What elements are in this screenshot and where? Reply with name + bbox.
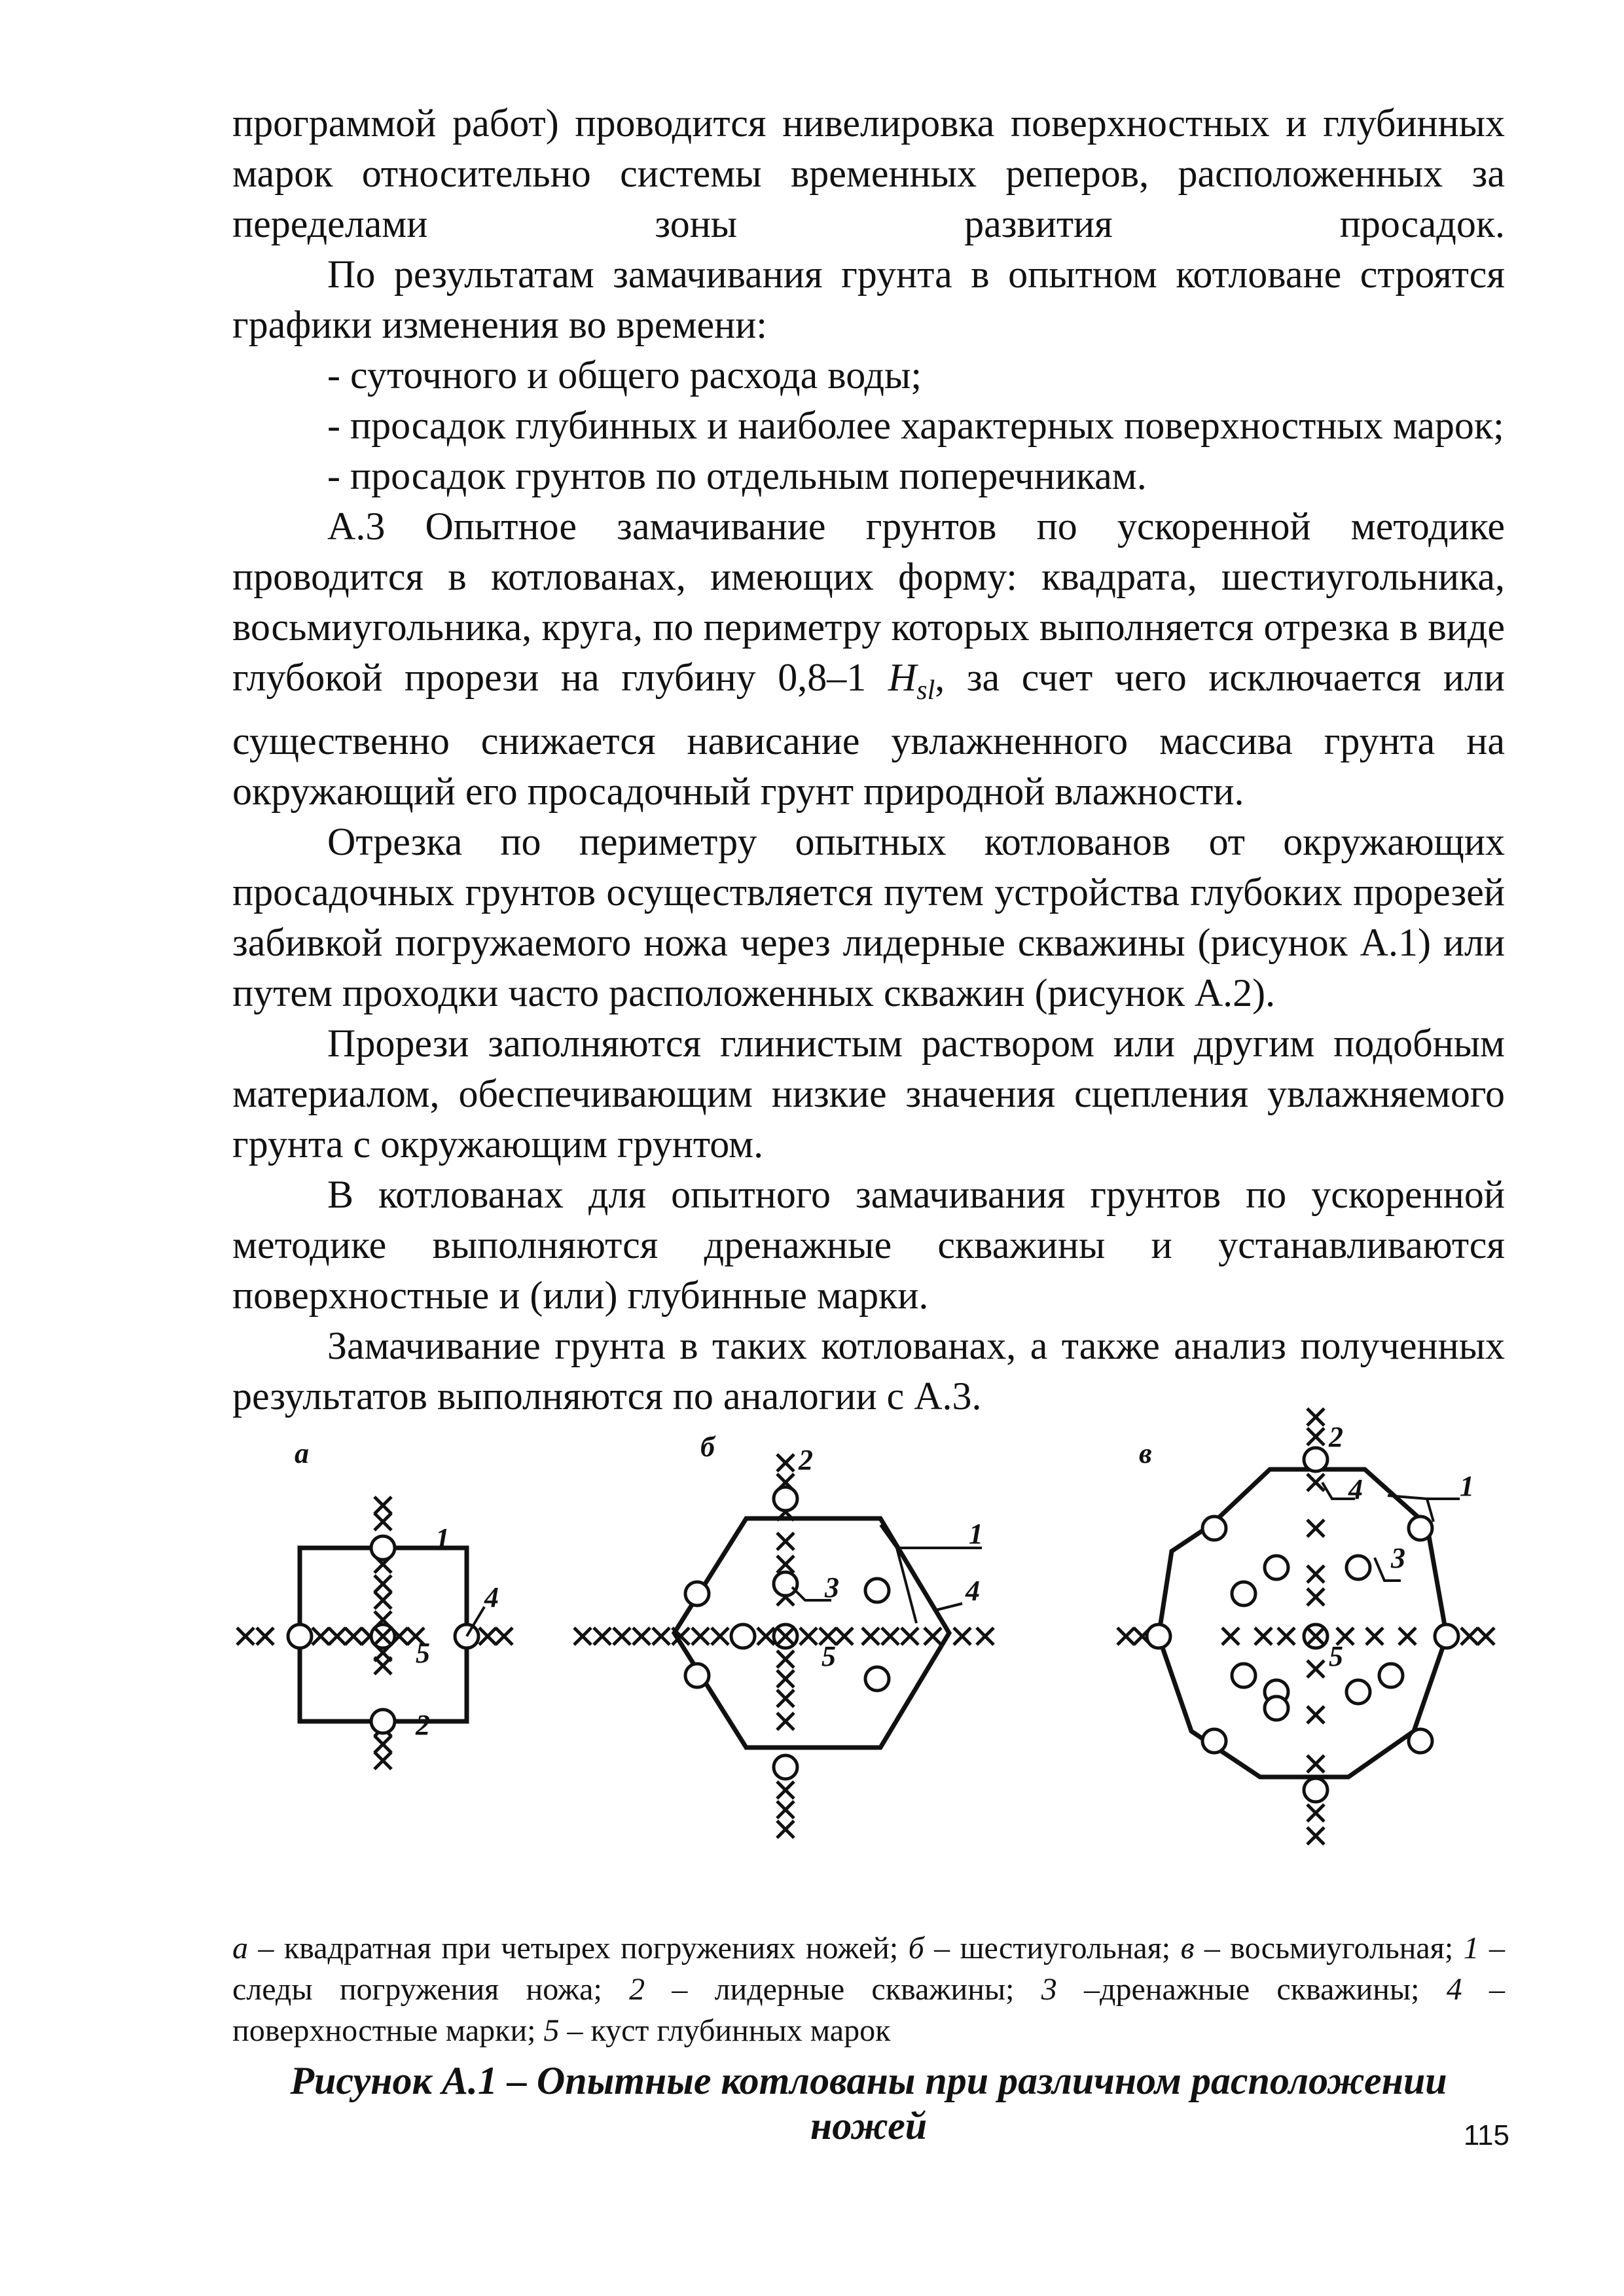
callout-3: 3 xyxy=(1391,1542,1405,1574)
callout-2: 2 xyxy=(416,1709,430,1741)
caption-text: –дренажные скважины; xyxy=(1056,1972,1447,2007)
caption-key: 2 xyxy=(629,1972,645,2007)
paragraph: В котлованах для опытного замачивания грунтов по ускоренной методике выполняются дренажные скважины и устанавливаются поверхностные и (или) глубинные марки. xyxy=(232,1173,1505,1317)
caption-text: – шестиугольная; xyxy=(924,1931,1181,1965)
caption-text: – следы погружения ножа; xyxy=(232,1931,1505,2007)
caption-text: – куст глубинных марок xyxy=(559,2013,891,2048)
caption-key: б xyxy=(908,1931,924,1965)
panel-label-b: б xyxy=(700,1431,715,1463)
page-number: 115 xyxy=(1463,2119,1509,2151)
figure-diagrams xyxy=(216,1401,1525,1898)
callout-5: 5 xyxy=(821,1640,836,1672)
paragraph: Прорези заполняются глинистым раствором или другим подобным материалом, обеспечивающим низкие значения сцепления увлажняемого грунта с окружающим грунтом. xyxy=(232,1022,1505,1166)
figure-title: Рисунок А.1 – Опытные котлованы при различном расположении ножей xyxy=(290,2059,1447,2147)
diagram-square xyxy=(237,1437,513,1769)
list-item: - суточного и общего расхода воды; xyxy=(327,353,922,397)
diagram-hexagon xyxy=(574,1431,994,1838)
list-item: - просадок глубинных и наиболее характерных поверхностных марок; xyxy=(327,404,1504,447)
caption-text: – квадратная при четырех погружениях ножей; xyxy=(248,1931,909,1965)
diagram-octagon xyxy=(1117,1408,1494,1844)
paragraph-text: , за счет чего исключается или существенно снижается нависание увлажненного массива грунта на окружающий его просадочный грунт природной влажности. xyxy=(232,656,1506,813)
formula-subscript: sl xyxy=(916,675,935,706)
callout-1: 1 xyxy=(1460,1470,1474,1502)
caption-key: а xyxy=(232,1931,248,1965)
list-item: - просадок грунтов по отдельным поперечникам. xyxy=(327,454,1147,497)
callout-1: 1 xyxy=(969,1518,983,1550)
paragraph-text: А.3 Опытное замачивание грунтов по ускоренной методике проводится в котлованах, имеющих форму: квадрата, шестиугольника, восьмиугольника, круга, по периметру которых выполняется отрезка в виде глубокой прорези на глубину 0,8–1 xyxy=(232,505,1505,699)
paragraph: Отрезка по периметру опытных котлованов от окружающих просадочных грунтов осуществляется путем устройства глубоких прорезей забивкой погружаемого ножа через лидерные скважины (рисунок А.1) или путем проходки часто расположенных скважин (рисунок А.2). xyxy=(232,820,1505,1014)
caption-key: 5 xyxy=(543,2013,560,2048)
caption-text: – лидерные скважины; xyxy=(645,1972,1041,2007)
callout-4: 4 xyxy=(484,1581,499,1613)
callout-1: 1 xyxy=(435,1522,450,1554)
caption-text: – восьмиугольная; xyxy=(1194,1931,1464,1965)
body-text xyxy=(232,98,1505,1422)
panel-label-a: а xyxy=(295,1437,309,1469)
caption-key: 3 xyxy=(1041,1972,1057,2007)
figure-a1 xyxy=(216,1401,1525,1898)
caption-key: 1 xyxy=(1463,1931,1479,1965)
paragraph: По результатам замачивания грунта в опытном котловане строятся графики изменения во времени: xyxy=(232,253,1505,346)
callout-2: 2 xyxy=(1329,1421,1343,1453)
octagon-outline xyxy=(1159,1469,1447,1777)
callout-5: 5 xyxy=(1329,1640,1343,1672)
callout-5: 5 xyxy=(416,1637,430,1669)
figure-caption xyxy=(232,1928,1505,2051)
panel-label-c: в xyxy=(1139,1437,1152,1469)
caption-text: – поверхностные марки; xyxy=(232,1972,1506,2048)
caption-key: в xyxy=(1180,1931,1195,1965)
formula-symbol: H xyxy=(888,656,917,699)
paragraph xyxy=(232,501,1505,817)
callout-4: 4 xyxy=(965,1575,980,1607)
caption-key: 4 xyxy=(1446,1972,1462,2007)
callout-2: 2 xyxy=(799,1444,813,1476)
callout-3: 3 xyxy=(825,1571,839,1604)
callout-4: 4 xyxy=(1348,1473,1363,1505)
paragraph: Замачивание грунта в таких котлованах, а также анализ полученных результатов выполняются по аналогии с А.3. xyxy=(232,1324,1505,1418)
paragraph: программой работ) проводится нивелировка поверхностных и глубинных марок относительно системы временных реперов, расположенных за переделами зоны развития просадок. xyxy=(232,101,1505,245)
